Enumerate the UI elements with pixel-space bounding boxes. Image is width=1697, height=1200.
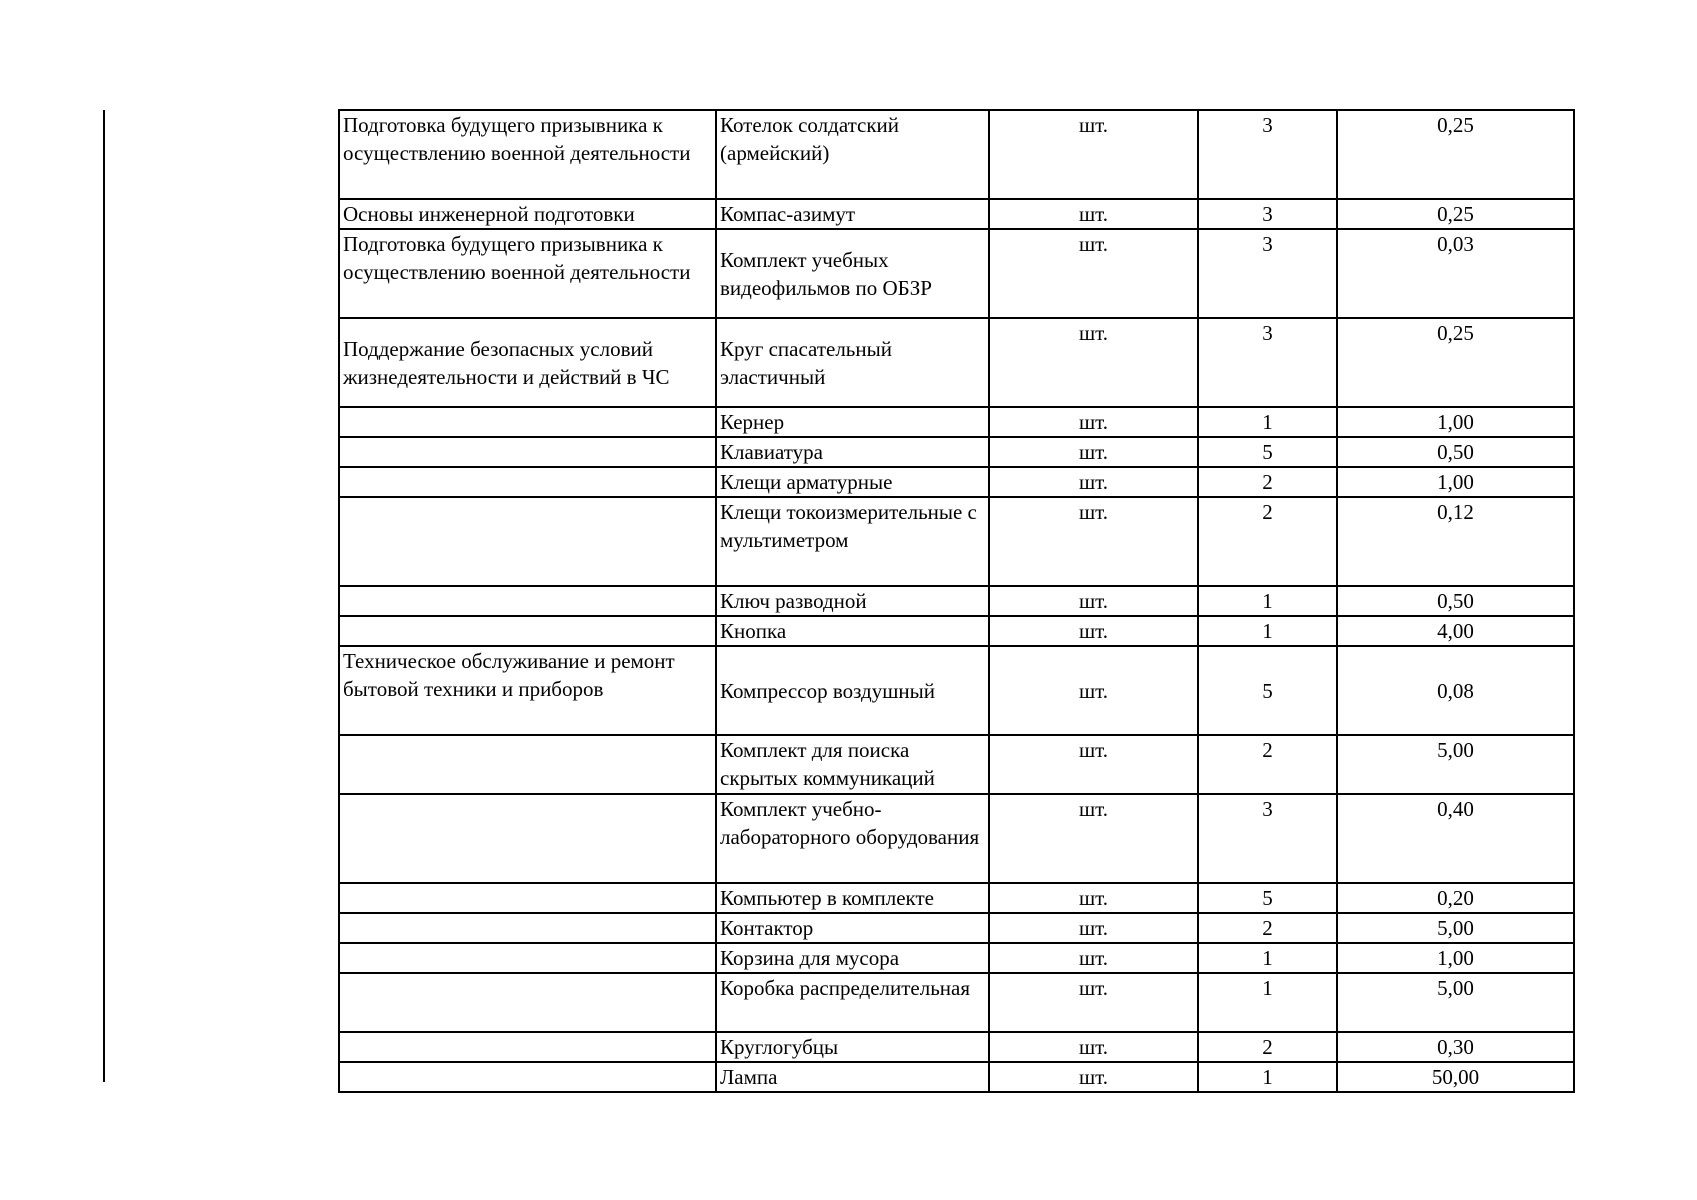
- item-cell: Комплект для поиска скрытых коммуникаций: [716, 735, 989, 794]
- item-cell: Компрессор воздушный: [716, 646, 989, 735]
- table-row: [339, 318, 1574, 407]
- norm-cell: 1,00: [1337, 407, 1574, 437]
- unit-cell: шт.: [989, 497, 1198, 586]
- section-cell: [339, 437, 716, 467]
- qty-cell: 2: [1198, 497, 1337, 586]
- unit-cell: шт.: [989, 1032, 1198, 1062]
- unit-cell: шт.: [989, 229, 1198, 318]
- item-cell: Компас-азимут: [716, 199, 989, 229]
- item-cell: Клещи арматурные: [716, 467, 989, 497]
- table-row: [339, 1062, 1574, 1092]
- unit-cell: шт.: [989, 735, 1198, 794]
- qty-cell: 5: [1198, 437, 1337, 467]
- section-cell: [339, 883, 716, 913]
- section-cell: [339, 1062, 716, 1092]
- norm-cell: 5,00: [1337, 735, 1574, 794]
- norm-cell: 0,30: [1337, 1032, 1574, 1062]
- unit-cell: шт.: [989, 1062, 1198, 1092]
- table-row: [339, 973, 1574, 1032]
- unit-cell: шт.: [989, 586, 1198, 616]
- qty-cell: 2: [1198, 735, 1337, 794]
- section-cell: [339, 794, 716, 883]
- section-cell: [339, 586, 716, 616]
- norm-cell: 5,00: [1337, 973, 1574, 1032]
- norm-cell: 0,40: [1337, 794, 1574, 883]
- norm-cell: 0,08: [1337, 646, 1574, 735]
- norm-cell: 0,03: [1337, 229, 1574, 318]
- section-cell: Подготовка будущего призывника к осуществлению военной деятельности: [339, 110, 716, 199]
- qty-cell: 3: [1198, 199, 1337, 229]
- equipment-table: [338, 109, 1575, 1093]
- norm-cell: 0,50: [1337, 437, 1574, 467]
- section-cell: Подготовка будущего призывника к осуществлению военной деятельности: [339, 229, 716, 318]
- table-row: [339, 467, 1574, 497]
- unit-cell: шт.: [989, 199, 1198, 229]
- section-cell: [339, 616, 716, 646]
- item-cell: Корзина для мусора: [716, 943, 989, 973]
- unit-cell: шт.: [989, 467, 1198, 497]
- section-cell: [339, 973, 716, 1032]
- table-row: [339, 229, 1574, 318]
- table-row: [339, 794, 1574, 883]
- qty-cell: 5: [1198, 883, 1337, 913]
- qty-cell: 2: [1198, 913, 1337, 943]
- section-cell: [339, 407, 716, 437]
- section-cell: [339, 735, 716, 794]
- table-row: [339, 1032, 1574, 1062]
- item-cell: Кнопка: [716, 616, 989, 646]
- norm-cell: 0,50: [1337, 586, 1574, 616]
- qty-cell: 2: [1198, 1032, 1337, 1062]
- item-cell: Котелок солдатский (армейский): [716, 110, 989, 199]
- qty-cell: 3: [1198, 318, 1337, 407]
- norm-cell: 50,00: [1337, 1062, 1574, 1092]
- norm-cell: 1,00: [1337, 467, 1574, 497]
- table-row: [339, 913, 1574, 943]
- table-row: [339, 407, 1574, 437]
- item-cell: Ключ разводной: [716, 586, 989, 616]
- table-row: [339, 586, 1574, 616]
- unit-cell: шт.: [989, 110, 1198, 199]
- unit-cell: шт.: [989, 437, 1198, 467]
- section-cell: [339, 943, 716, 973]
- unit-cell: шт.: [989, 943, 1198, 973]
- table-row: [339, 943, 1574, 973]
- table-row: [339, 735, 1574, 794]
- table-row: [339, 497, 1574, 586]
- item-cell: Коробка распределительная: [716, 973, 989, 1032]
- unit-cell: шт.: [989, 407, 1198, 437]
- qty-cell: 3: [1198, 794, 1337, 883]
- qty-cell: 3: [1198, 229, 1337, 318]
- item-cell: Лампа: [716, 1062, 989, 1092]
- unit-cell: шт.: [989, 318, 1198, 407]
- item-cell: Комплект учебно-лабораторного оборудования: [716, 794, 989, 883]
- unit-cell: шт.: [989, 646, 1198, 735]
- item-cell: Компьютер в комплекте: [716, 883, 989, 913]
- page-margin-line: [103, 110, 105, 1082]
- section-cell: Поддержание безопасных условий жизнедеятельности и действий в ЧС: [339, 318, 716, 407]
- norm-cell: 5,00: [1337, 913, 1574, 943]
- qty-cell: 2: [1198, 467, 1337, 497]
- item-cell: Кернер: [716, 407, 989, 437]
- item-cell: Круглогубцы: [716, 1032, 989, 1062]
- unit-cell: шт.: [989, 794, 1198, 883]
- item-cell: Комплект учебных видеофильмов по ОБЗР: [716, 229, 989, 318]
- qty-cell: 3: [1198, 110, 1337, 199]
- norm-cell: 0,25: [1337, 199, 1574, 229]
- qty-cell: 1: [1198, 616, 1337, 646]
- table-row: [339, 437, 1574, 467]
- norm-cell: 0,25: [1337, 110, 1574, 199]
- table-row: [339, 616, 1574, 646]
- qty-cell: 1: [1198, 943, 1337, 973]
- table-row: [339, 646, 1574, 735]
- unit-cell: шт.: [989, 973, 1198, 1032]
- norm-cell: 0,20: [1337, 883, 1574, 913]
- section-cell: [339, 497, 716, 586]
- table-row: [339, 110, 1574, 199]
- qty-cell: 1: [1198, 973, 1337, 1032]
- section-cell: Основы инженерной подготовки: [339, 199, 716, 229]
- qty-cell: 1: [1198, 407, 1337, 437]
- item-cell: Клещи токоизмерительные с мультиметром: [716, 497, 989, 586]
- section-cell: Техническое обслуживание и ремонт бытовой техники и приборов: [339, 646, 716, 735]
- section-cell: [339, 467, 716, 497]
- unit-cell: шт.: [989, 913, 1198, 943]
- qty-cell: 5: [1198, 646, 1337, 735]
- unit-cell: шт.: [989, 883, 1198, 913]
- item-cell: Клавиатура: [716, 437, 989, 467]
- norm-cell: 1,00: [1337, 943, 1574, 973]
- item-cell: Круг спасательный эластичный: [716, 318, 989, 407]
- table-row: [339, 883, 1574, 913]
- unit-cell: шт.: [989, 616, 1198, 646]
- table-row: [339, 199, 1574, 229]
- section-cell: [339, 1032, 716, 1062]
- item-cell: Контактор: [716, 913, 989, 943]
- norm-cell: 0,12: [1337, 497, 1574, 586]
- qty-cell: 1: [1198, 1062, 1337, 1092]
- norm-cell: 0,25: [1337, 318, 1574, 407]
- norm-cell: 4,00: [1337, 616, 1574, 646]
- section-cell: [339, 913, 716, 943]
- qty-cell: 1: [1198, 586, 1337, 616]
